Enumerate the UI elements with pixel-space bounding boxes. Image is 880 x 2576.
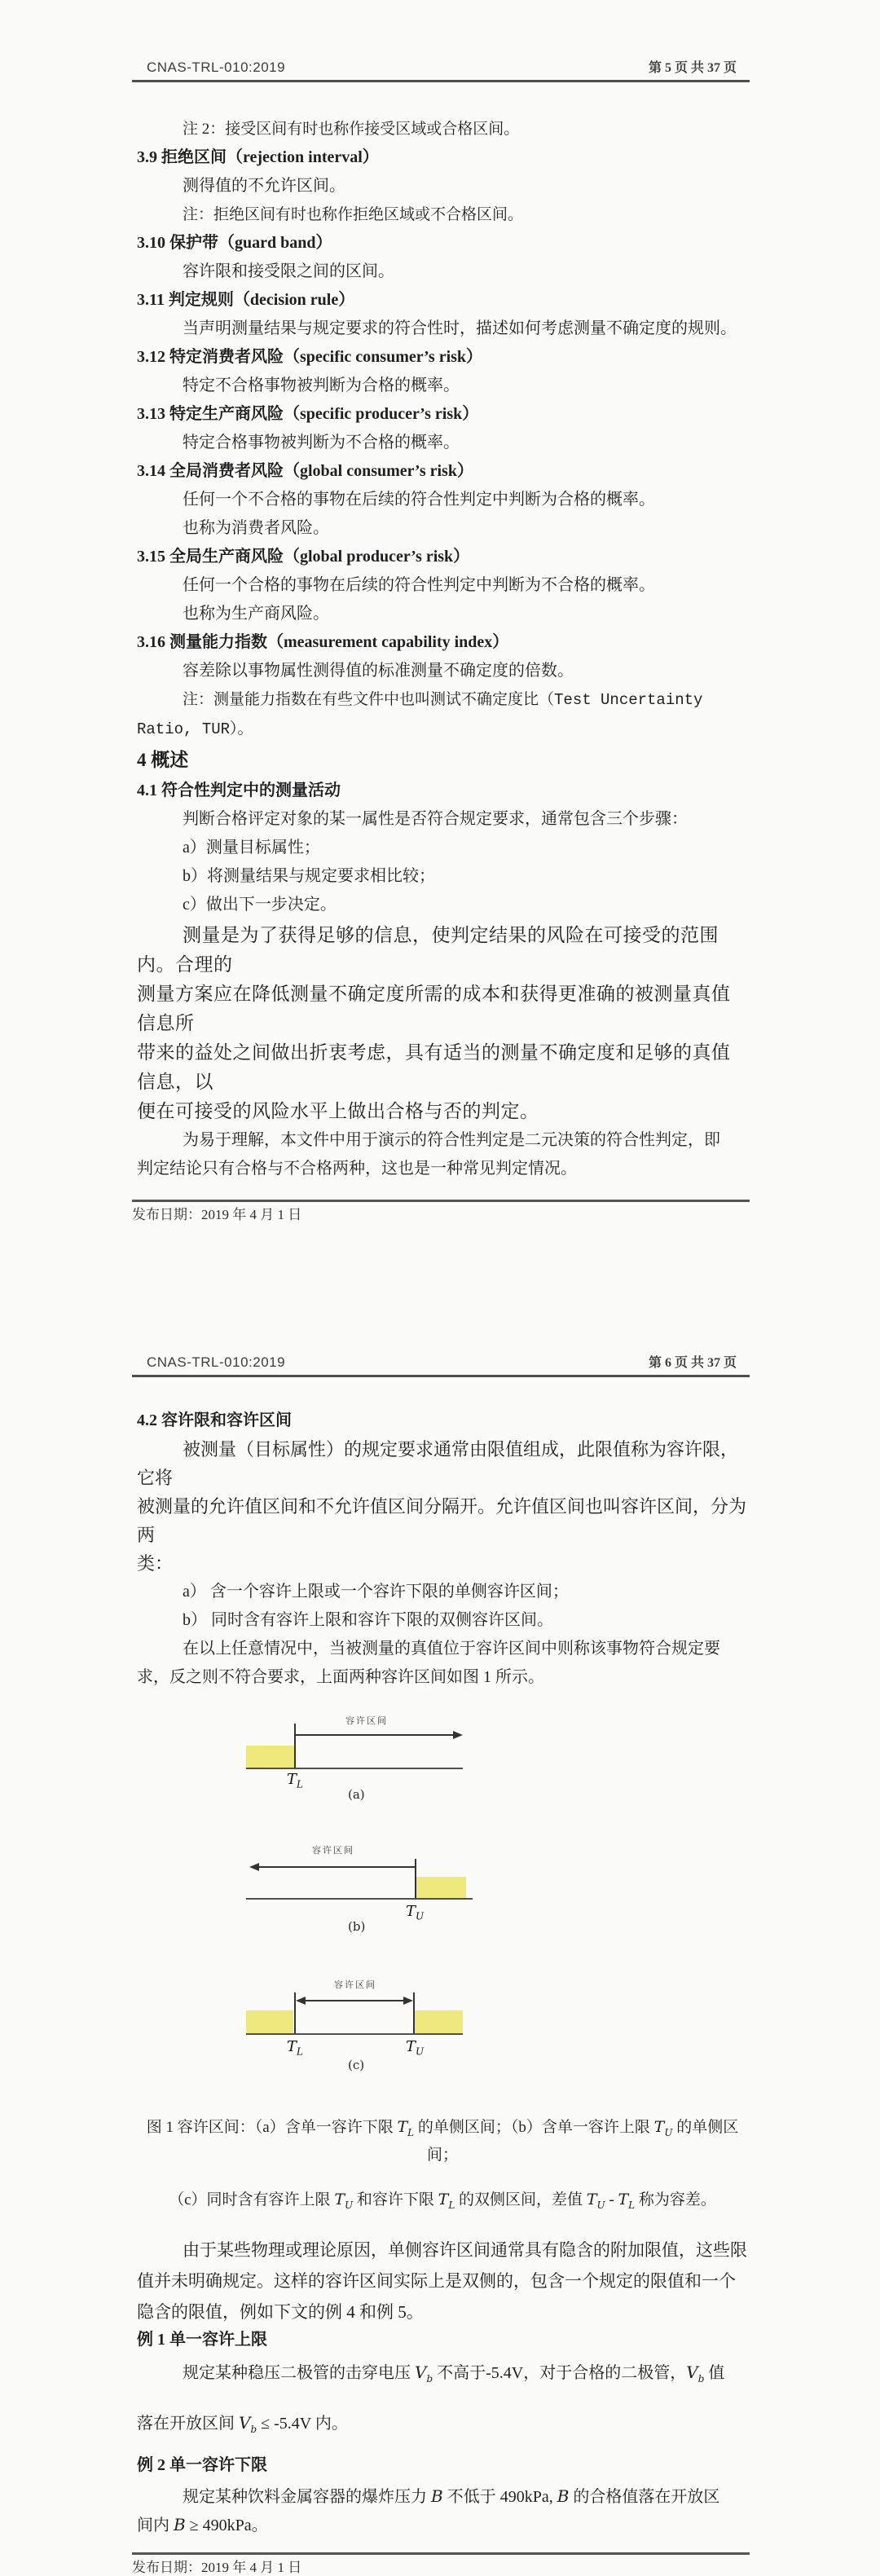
interval-arrow <box>259 1866 415 1868</box>
symbol-T: T <box>287 2038 297 2055</box>
note-text-latin: Test Uncertainty <box>554 691 703 709</box>
subscript-L: L <box>407 2126 415 2138</box>
body-line: 特定不合格事物被判断为合格的概率。 <box>183 376 460 394</box>
page-6 <box>0 1352 880 2576</box>
section-heading: 3.15 全局生产商风险（global producer’s risk） <box>137 548 470 566</box>
body-line: 为易于理解，本文件中用于演示的符合性判定是二元决策的符合性判定，即 <box>183 1131 720 1149</box>
note-line <box>137 715 748 744</box>
body-text: 间内 <box>137 2516 174 2534</box>
body-line: 当声明测量结果与规定要求的符合性时，描述如何考虑测量不确定度的规则。 <box>183 319 737 337</box>
subscript-L: L <box>297 1778 303 1790</box>
body-line <box>137 2482 748 2511</box>
page-number: 第 6 页 共 37 页 <box>648 1356 737 1370</box>
caption-text: 的双侧区间，差值 <box>455 2191 587 2208</box>
publish-date: 发布日期：2019 年 4 月 1 日 <box>132 2559 302 2575</box>
body-line: 特定合格事物被判断为不合格的概率。 <box>183 434 460 451</box>
note-text-latin: Ratio, TUR <box>137 720 231 738</box>
section-heading: 3.12 特定消费者风险（specific consumer’s risk） <box>137 348 483 366</box>
figure-caption-line <box>137 2188 748 2217</box>
section-heading: 3.13 特定生产商风险（specific producer’s risk） <box>137 405 479 423</box>
caption-text: 称为容差。 <box>635 2191 716 2208</box>
paragraph-line: 便在可接受的风险水平上做出合格与否的判定。 <box>137 1101 539 1121</box>
lower-limit-line <box>294 1993 296 2034</box>
subscript-b: b <box>426 2372 433 2384</box>
note-line: 注 2：接受区间有时也称作接受区域或合格区间。 <box>183 121 520 138</box>
body-line: 任何一个不合格的事物在后续的符合性判定中判断为合格的概率。 <box>183 491 655 509</box>
out-of-tolerance-region <box>416 1877 466 1899</box>
symbol-T: T <box>334 2190 345 2208</box>
example-heading: 例 1 单一容许上限 <box>137 2330 267 2349</box>
body-text: 不低于 490kPa, <box>442 2487 557 2506</box>
symbol-T: T <box>438 2190 449 2208</box>
symbol-T: T <box>586 2190 597 2208</box>
subfigure-label-b: (b) <box>348 1919 366 1934</box>
symbol-V: V <box>686 2362 698 2382</box>
tolerance-interval-label: 容许区间 <box>334 1980 376 1990</box>
body-line: 在以上任意情况中，当被测量的真值位于容许区间中则称该事物符合规定要 <box>183 1640 720 1658</box>
page-6-header <box>132 1352 750 1377</box>
paragraph-line: 带来的益处之间做出折衷考虑，具有适当的测量不确定度和足够的真值信息，以 <box>137 1042 731 1092</box>
symbol-T: T <box>287 1771 297 1788</box>
document-code: CNAS-TRL-010:2019 <box>147 1354 286 1370</box>
note-text: ）。 <box>230 720 253 738</box>
arrowhead-right-icon <box>403 1997 413 2005</box>
list-item-line: b） 同时含有容许上限和容许下限的双侧容许区间。 <box>183 1611 553 1629</box>
arrowhead-left-icon <box>249 1863 259 1871</box>
body-line <box>137 2411 748 2442</box>
body-text: 规定某种稳压二极管的击穿电压 <box>183 2363 415 2382</box>
caption-text: 的单侧区间； <box>426 2119 739 2164</box>
caption-text: （c）同时含有容许上限 <box>169 2191 335 2208</box>
note-line <box>137 685 748 715</box>
body-line: 容差除以事物属性测得值的标准测量不确定度的倍数。 <box>183 662 574 680</box>
limit-label-tu <box>406 1903 424 1922</box>
subscript-U: U <box>416 2045 425 2058</box>
symbol-V: V <box>239 2412 251 2433</box>
body-text: 规定某种饮料金属容器的爆炸压力 <box>183 2487 431 2506</box>
lower-limit-line <box>294 1724 296 1768</box>
page-5-footer <box>132 1200 750 1223</box>
paragraph-line: 值并未明确规定。这样的容许区间实际上是双侧的，包含一个规定的限值和一个 <box>137 2270 736 2291</box>
body-text: ≤ -5.4V 内。 <box>257 2414 348 2433</box>
body-line: 判断合格评定对象的某一属性是否符合规定要求，通常包含三个步骤： <box>183 810 688 828</box>
paragraph-line: 被测量（目标属性）的规定要求通常由限值组成，此限值称为容许限，它将 <box>137 1439 739 1488</box>
symbol-B: B <box>174 2514 186 2534</box>
symbol-T: T <box>406 2038 416 2055</box>
symbol-T: T <box>406 1903 416 1920</box>
subfigure-label-c: (c) <box>348 2058 365 2072</box>
page-5 <box>0 0 880 1223</box>
subscript-L: L <box>297 2045 303 2058</box>
body-line <box>137 2360 748 2391</box>
body-line: 任何一个合格的事物在后续的符合性判定中判断为不合格的概率。 <box>183 576 655 594</box>
interval-arrow <box>295 1734 453 1736</box>
subscript-L: L <box>628 2199 636 2211</box>
body-text: ≥ 490kPa。 <box>185 2516 268 2534</box>
section-heading: 3.11 判定规则（decision rule） <box>137 291 355 309</box>
page-5-header <box>132 57 750 82</box>
body-line: 容许限和接受限之间的区间。 <box>183 262 394 280</box>
figure-1 <box>0 1692 880 2079</box>
subscript-L: L <box>448 2199 455 2211</box>
paragraph-line: 测量方案应在降低测量不确定度所需的成本和获得更准确的被测量真值信息所 <box>137 984 731 1033</box>
list-item-line: a）测量目标属性； <box>183 839 320 856</box>
section-heading: 3.14 全局消费者风险（global consumer’s risk） <box>137 462 473 480</box>
section-heading: 4.2 容许限和容许区间 <box>137 1411 292 1429</box>
body-line: 求，反之则不符合要求，上面两种容许区间如图 1 所示。 <box>137 1668 544 1686</box>
symbol-T: T <box>653 2118 665 2136</box>
arrowhead-right-icon <box>453 1731 463 1739</box>
body-text: 值 <box>704 2363 725 2382</box>
caption-text: 和容许下限 <box>353 2191 438 2208</box>
symbol-T: T <box>397 2118 408 2136</box>
page-6-footer <box>132 2552 750 2576</box>
caption-text: 的单侧区间；（b）含单一容许上限 <box>414 2119 654 2136</box>
caption-text: 图 1 容许区间：（a）含单一容许下限 <box>146 2119 398 2136</box>
subscript-U: U <box>345 2199 354 2211</box>
subscript-U: U <box>664 2126 673 2138</box>
axis-baseline <box>246 1898 473 1900</box>
body-line: 测得值的不允许区间。 <box>183 177 345 195</box>
subscript-b: b <box>250 2423 257 2435</box>
caption-text: - <box>605 2191 618 2208</box>
figure-caption-line <box>137 2116 748 2167</box>
body-text: 的合格值落在开放区 <box>569 2487 720 2506</box>
interval-arrow <box>304 2000 405 2001</box>
tolerance-interval-label: 容许区间 <box>345 1716 388 1726</box>
section-heading: 3.9 拒绝区间（rejection interval） <box>137 148 379 166</box>
page-number: 第 5 页 共 37 页 <box>648 61 737 75</box>
subscript-U: U <box>596 2199 605 2211</box>
symbol-T: T <box>618 2190 629 2208</box>
section-heading: 3.10 保护带（guard band） <box>137 234 332 252</box>
publish-date: 发布日期：2019 年 4 月 1 日 <box>132 1207 302 1222</box>
paragraph-line: 测量是为了获得足够的信息，使判定结果的风险在可接受的范围内。合理的 <box>137 925 719 975</box>
limit-label-tl <box>287 2038 303 2057</box>
page-6-content <box>137 1407 748 1692</box>
symbol-V: V <box>415 2362 427 2382</box>
chapter-heading: 4 概述 <box>137 750 189 770</box>
body-line: 也称为消费者风险。 <box>183 519 329 537</box>
note-text: 注：测量能力指数在有些文件中也叫测试不确定度比（ <box>183 691 555 708</box>
subscript-U: U <box>416 1910 425 1922</box>
body-line <box>137 2511 748 2539</box>
note-line: 注：拒绝区间有时也称作拒绝区域或不合格区间。 <box>183 206 524 223</box>
section-heading: 3.16 测量能力指数（measurement capability index） <box>137 633 509 651</box>
out-of-tolerance-region <box>246 1746 294 1768</box>
tolerance-interval-label: 容许区间 <box>312 1846 354 1856</box>
paragraph-line: 由于某些物理或理论原因，单侧容许区间通常具有隐含的附加限值，这些限 <box>183 2239 747 2260</box>
limit-label-tl <box>287 1771 303 1790</box>
out-of-tolerance-region <box>246 2010 293 2034</box>
body-text: 落在开放区间 <box>137 2414 239 2433</box>
section-heading: 4.1 符合性判定中的测量活动 <box>137 782 341 799</box>
axis-baseline <box>246 2033 463 2035</box>
body-line: 判定结论只有合格与不合格两种，这也是一种常见判定情况。 <box>137 1160 577 1178</box>
symbol-B: B <box>431 2486 443 2506</box>
axis-baseline <box>246 1768 463 1769</box>
paragraph-line: 被测量的允许值区间和不允许值区间分隔开。允许值区间也叫容许区间，分为两 <box>137 1496 747 1545</box>
list-item-line: c）做出下一步决定。 <box>183 896 337 914</box>
example-heading: 例 2 单一容许下限 <box>137 2455 267 2474</box>
page-5-content <box>137 115 748 1183</box>
paragraph-line: 隐含的限值，例如下文的例 4 和例 5。 <box>137 2301 424 2322</box>
out-of-tolerance-region <box>415 2010 463 2034</box>
subfigure-label-a: (a) <box>348 1787 365 1802</box>
list-item-line: a） 含一个容许上限或一个容许下限的单侧容许区间； <box>183 1583 569 1601</box>
symbol-B: B <box>557 2486 570 2506</box>
paragraph-line: 类： <box>137 1553 174 1574</box>
subscript-b: b <box>697 2372 705 2384</box>
page-6-content-lower <box>137 2116 748 2539</box>
body-line: 也称为生产商风险。 <box>183 605 329 623</box>
body-text: 不高于-5.4V，对于合格的二极管， <box>433 2363 687 2382</box>
limit-label-tu <box>406 2038 424 2057</box>
list-item-line: b）将测量结果与规定要求相比较； <box>183 867 435 885</box>
document-code: CNAS-TRL-010:2019 <box>147 59 286 75</box>
